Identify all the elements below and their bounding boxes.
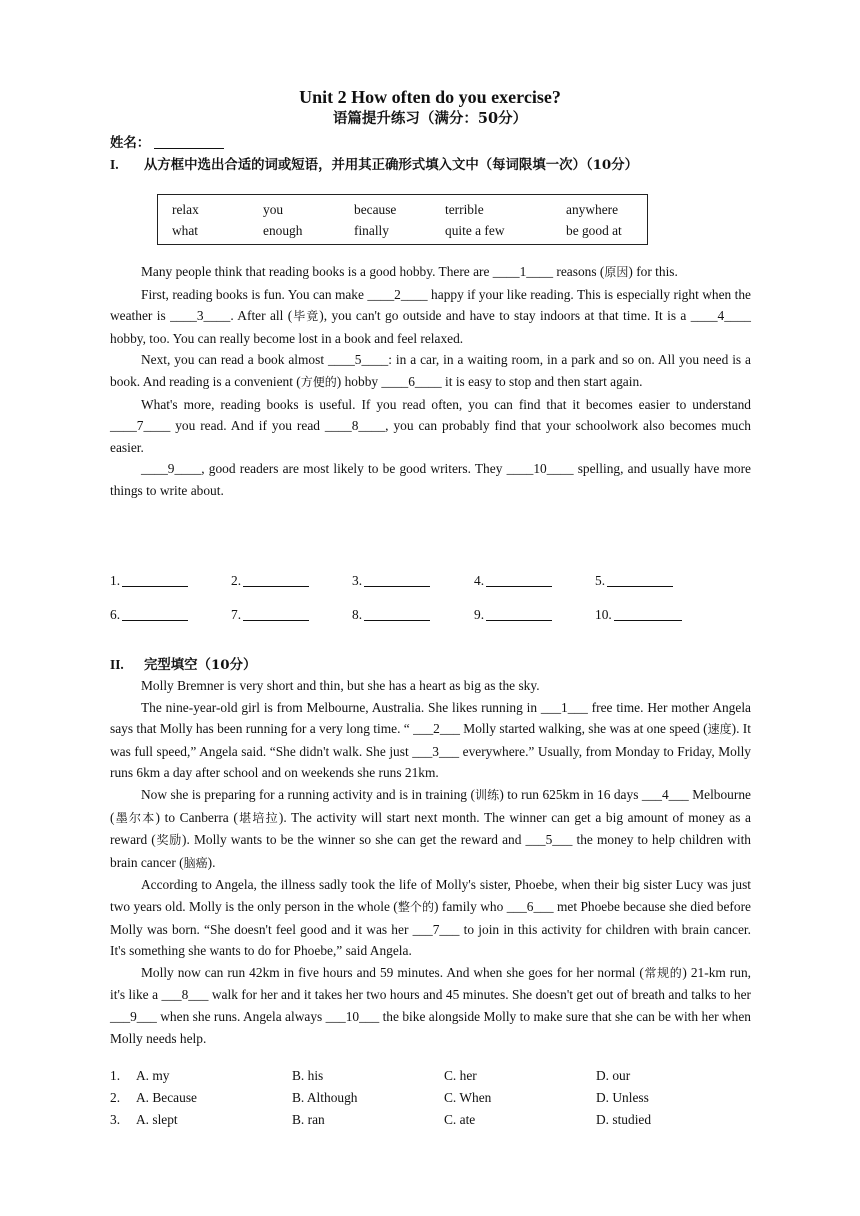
section2-heading-text: 完型填空（10分） [144, 657, 257, 673]
section1-heading [110, 154, 638, 177]
section1-passage [110, 261, 751, 502]
word-box [157, 194, 648, 245]
option-d[interactable]: D. studied [596, 1112, 652, 1127]
word-box-word: quite a few [445, 223, 505, 238]
question-number: 1. [110, 1068, 121, 1083]
section2-heading [110, 654, 256, 677]
answer-blank[interactable]: 6. [110, 604, 188, 626]
answer-blank[interactable]: 8. [352, 604, 430, 626]
question-number: 2. [110, 1090, 121, 1105]
word-box-word: enough [263, 223, 303, 238]
passage-paragraph: Many people think that reading books is a good hobby. There are ____1____ reasons (原因) for this. [141, 264, 678, 279]
option-b[interactable]: B. ran [292, 1112, 325, 1127]
word-box-word: relax [172, 202, 199, 217]
option-b[interactable]: B. his [292, 1068, 324, 1083]
word-box-word: finally [354, 223, 389, 238]
answer-blank[interactable]: 9. [474, 604, 552, 626]
answer-blank[interactable]: 10. [595, 604, 682, 626]
passage-paragraph: Molly now can run 42km in five hours and 59 minutes. And when she goes for her normal (常规的) 21-km run, it's like a ___8___ walk for her and it takes her two hours and 45 minutes. She doesn't get out of breath and talks to her ___9___ when she runs. Angela always ___10___ the bike alongside Molly to make sure that she can be with her when Molly needs help. [110, 964, 751, 1046]
page-title: Unit 2 How often do you exercise? [299, 87, 561, 107]
word-box-word: be good at [566, 223, 622, 238]
option-a[interactable]: A. Because [136, 1090, 197, 1105]
passage-paragraph: ____9____, good readers are most likely to be good writers. They ____10____ spelling, and usually have more things to write about. [110, 461, 751, 498]
word-box-word: because [354, 202, 397, 217]
option-d[interactable]: D. Unless [596, 1090, 649, 1105]
word-box-word: you [263, 202, 284, 217]
option-c[interactable]: C. ate [444, 1112, 476, 1127]
passage-paragraph: The nine-year-old girl is from Melbourne, Australia. She likes running in ___1___ free time. Her mother Angela says that Molly has been running for a very long time. “ ___2___ Molly started walking, she was at one speed (速度). It was full speed,” Angela said. “She didn't walk. She just ___3___ everywhere.” Usually, from Monday to Friday, Molly runs 6km a day after school and on weekends she runs 21km. [110, 699, 751, 781]
passage-paragraph: Next, you can read a book almost ____5____: in a car, in a waiting room, in a park and so on. All you need is a book. And reading is a convenient (方便的) hobby ____6____ it is easy to stop and then start again. [110, 352, 751, 389]
passage-paragraph: Molly Bremner is very short and thin, but she has a heart as big as the sky. [141, 678, 540, 693]
name-blank[interactable] [154, 148, 224, 149]
name-label: 姓名： [110, 135, 151, 151]
word-box-word: anywhere [566, 202, 619, 217]
option-d[interactable]: D. our [596, 1068, 631, 1083]
word-box-word: what [172, 223, 199, 238]
answer-row-2 [110, 604, 751, 626]
answer-blank[interactable]: 5. [595, 570, 673, 592]
option-a[interactable]: A. my [136, 1068, 170, 1083]
answer-blank[interactable]: 4. [474, 570, 552, 592]
section1-heading-text: 从方框中选出合适的词或短语，并用其正确形式填入文中（每词限填一次）（10分） [144, 157, 638, 173]
word-box-row-1 [158, 199, 647, 220]
section2-number: II. [110, 657, 124, 672]
answer-blank[interactable]: 7. [231, 604, 309, 626]
option-b[interactable]: B. Although [292, 1090, 358, 1105]
name-field [110, 133, 224, 155]
answer-blank[interactable]: 1. [110, 570, 188, 592]
passage-paragraph: What's more, reading books is useful. If you read often, you can find that it becomes easier to understand ____7____ you read. And if you read ____8____, you can probably find that your schoolwork also becomes much easier. [110, 396, 751, 455]
passage-paragraph: First, reading books is fun. You can make ____2____ happy if your like reading. This is especially right when the weather is ____3____. After all (毕竟), you can't go outside and have to stay indoors at that time. It is a ____4____ hobby, too. You can really become lost in a book and feel relaxed. [110, 286, 751, 346]
passage-paragraph: According to Angela, the illness sadly took the life of Molly's sister, Phoebe, when their big sister Lucy was just two years old. Molly is the only person in the whole (整个的) family who ___6___ met Phoebe because she died before Molly was born. “She doesn't feel good and it was her ___7___ to join in this activity for children with brain cancer. It's something she wants to do for Phoebe,” said Angela. [110, 877, 751, 959]
page-subtitle: 语篇提升练习（满分：50分） [332, 110, 528, 127]
option-row [110, 1087, 751, 1109]
section1-number: I. [110, 157, 119, 172]
question-number: 3. [110, 1112, 121, 1127]
passage-paragraph: Now she is preparing for a running activity and is in training (训练) to run 625km in 16 days ___4___ Melbourne (墨尔本) to Canberra (堪培拉). The activity will start next month. The winner can get a big amount of money as a reward (奖励). Molly wants to be the winner so she can get the reward and ___5___ the money to help children with brain cancer (脑癌). [110, 786, 751, 870]
option-c[interactable]: C. her [444, 1068, 477, 1083]
answer-blank[interactable]: 2. [231, 570, 309, 592]
option-a[interactable]: A. slept [136, 1112, 178, 1127]
section2-passage [110, 675, 751, 1049]
answer-row-1 [110, 570, 751, 592]
option-c[interactable]: C. When [444, 1090, 492, 1105]
word-box-row-2 [158, 220, 647, 241]
answer-blank[interactable]: 3. [352, 570, 430, 592]
option-row [110, 1109, 751, 1131]
word-box-word: terrible [445, 202, 484, 217]
option-row [110, 1065, 751, 1087]
